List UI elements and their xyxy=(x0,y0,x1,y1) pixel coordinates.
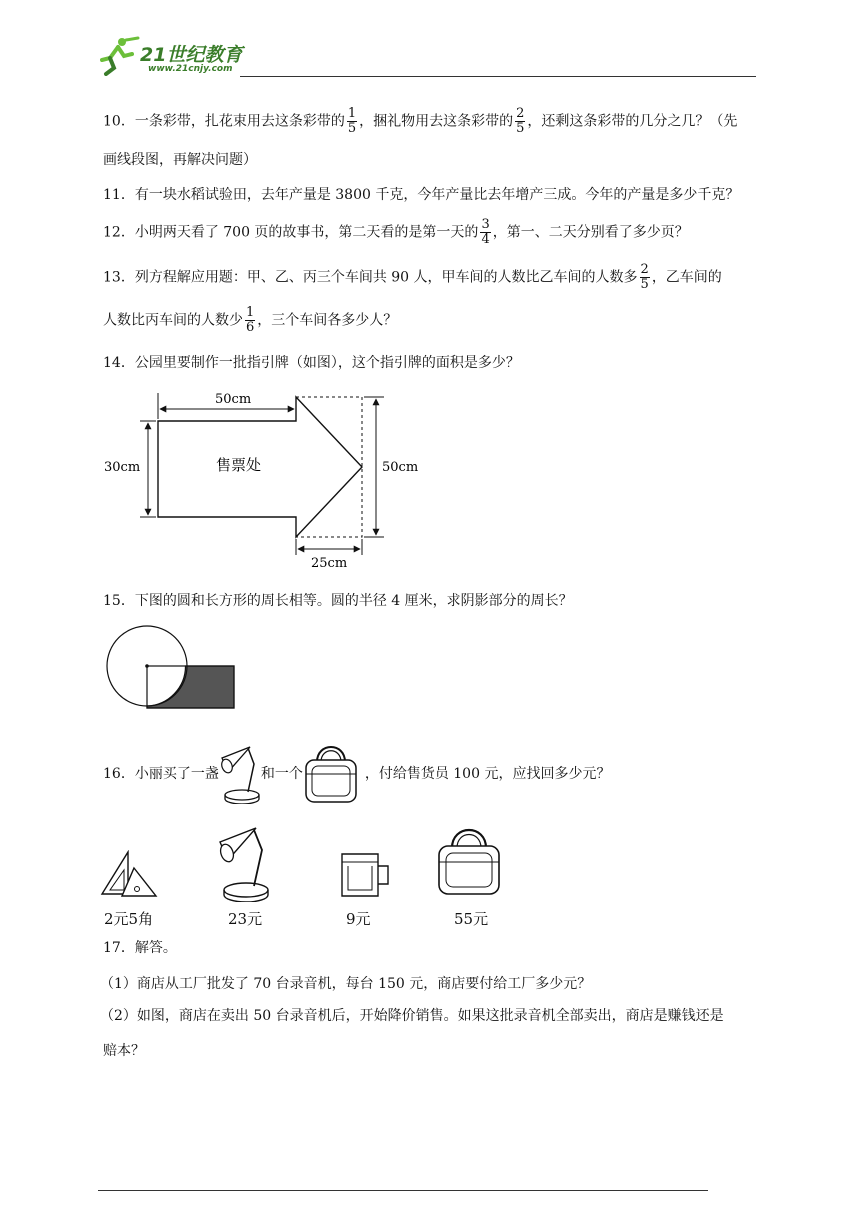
q10-text-2: ，捆礼物用去这条彩带的 xyxy=(359,113,514,130)
q16-text-1: 16．小丽买了一盏 xyxy=(103,766,219,782)
fraction xyxy=(640,263,650,292)
q13-text-4: ，三个车间各多少人？ xyxy=(257,312,398,329)
q13-text-1: 13．列方程解应用题：甲、乙、丙三个车间共 90 人，甲车间的人数比乙车间的人数多 xyxy=(103,269,638,286)
denominator: 6 xyxy=(246,320,255,335)
denominator: 5 xyxy=(347,121,357,136)
q13-text-3: 人数比丙车间的人数少 xyxy=(103,312,243,329)
question-17-part-1: （1）商店从工厂批发了 70 台录音机，每台 150 元，商店要付给工厂多少元？ xyxy=(100,976,592,992)
logo-title: 21世纪教育 xyxy=(140,44,243,66)
numerator: 1 xyxy=(246,305,255,320)
denominator: 5 xyxy=(516,121,525,136)
handbag-icon xyxy=(436,822,502,898)
sign-text: 售票处 xyxy=(216,456,262,474)
price-label: 2元5角 xyxy=(104,910,154,928)
q10-text-3: ，还剩这条彩带的几分之几？（先 xyxy=(527,113,738,130)
price-label: 23元 xyxy=(228,910,263,928)
handbag-icon xyxy=(303,740,359,806)
desk-lamp-icon xyxy=(218,742,262,804)
fraction xyxy=(347,107,357,136)
logo-url: www.21cnjy.com xyxy=(148,64,233,74)
question-15: 15．下图的圆和长方形的周长相等。圆的半径 4 厘米，求阴影部分的周长？ xyxy=(103,593,573,609)
denominator: 4 xyxy=(481,232,490,247)
question-13-line-2 xyxy=(103,306,397,335)
circle-rectangle-diagram xyxy=(100,622,240,712)
dim-top-label: 50cm xyxy=(215,392,252,407)
fraction xyxy=(515,107,525,136)
question-10-line-2: 画线段图，再解决问题） xyxy=(103,152,257,168)
dashed-bounding-box xyxy=(296,397,362,537)
dim-left-label: 30cm xyxy=(104,460,141,475)
question-17-part-2: （2）如图，商店在卖出 50 台录音机后，开始降价销售。如果这批录音机全部卖出，商店是赚钱还是 xyxy=(100,1008,724,1024)
header-rule xyxy=(240,76,756,77)
runner-logo-icon xyxy=(96,36,140,76)
circle-center xyxy=(145,664,149,668)
question-12 xyxy=(103,218,689,247)
dim-bottom-label: 25cm xyxy=(311,556,348,571)
q10-text-1: 10．一条彩带，扎花束用去这条彩带的 xyxy=(103,113,345,130)
numerator: 3 xyxy=(481,217,490,232)
price-label: 55元 xyxy=(454,910,489,928)
shaded-region xyxy=(147,666,234,708)
numerator: 1 xyxy=(347,106,357,121)
mug-icon xyxy=(338,850,392,900)
header-logo xyxy=(96,36,266,76)
sign-diagram xyxy=(100,385,430,575)
numerator: 2 xyxy=(516,106,525,121)
set-square-icon xyxy=(100,850,158,898)
numerator: 2 xyxy=(640,262,649,277)
question-10 xyxy=(103,107,737,136)
desk-lamp-icon xyxy=(216,822,272,902)
question-17-title: 17．解答。 xyxy=(103,940,177,956)
question-13 xyxy=(103,263,722,292)
question-11: 11．有一块水稻试验田，去年产量是 3800 千克，今年产量比去年增产三成。今年的产量是多少千克？ xyxy=(103,187,740,203)
denominator: 5 xyxy=(640,277,649,292)
q12-text-1: 12．小明两天看了 700 页的故事书，第二天看的是第一天的 xyxy=(103,224,479,241)
fraction xyxy=(480,218,490,247)
fraction xyxy=(245,306,255,335)
footer-rule xyxy=(98,1190,708,1191)
q16-text-2: 和一个 xyxy=(260,766,303,782)
q16-text-3: ，付给售货员 100 元，应找回多少元？ xyxy=(364,766,611,782)
dim-right-label: 50cm xyxy=(382,460,419,475)
question-17-part-2-line-2: 赔本？ xyxy=(103,1043,145,1059)
q12-text-2: ，第一、二天分别看了多少页？ xyxy=(492,224,689,241)
question-14: 14．公园里要制作一批指引牌（如图），这个指引牌的面积是多少？ xyxy=(103,355,520,371)
price-label: 9元 xyxy=(346,910,371,928)
q13-text-2: ，乙车间的 xyxy=(651,269,722,286)
